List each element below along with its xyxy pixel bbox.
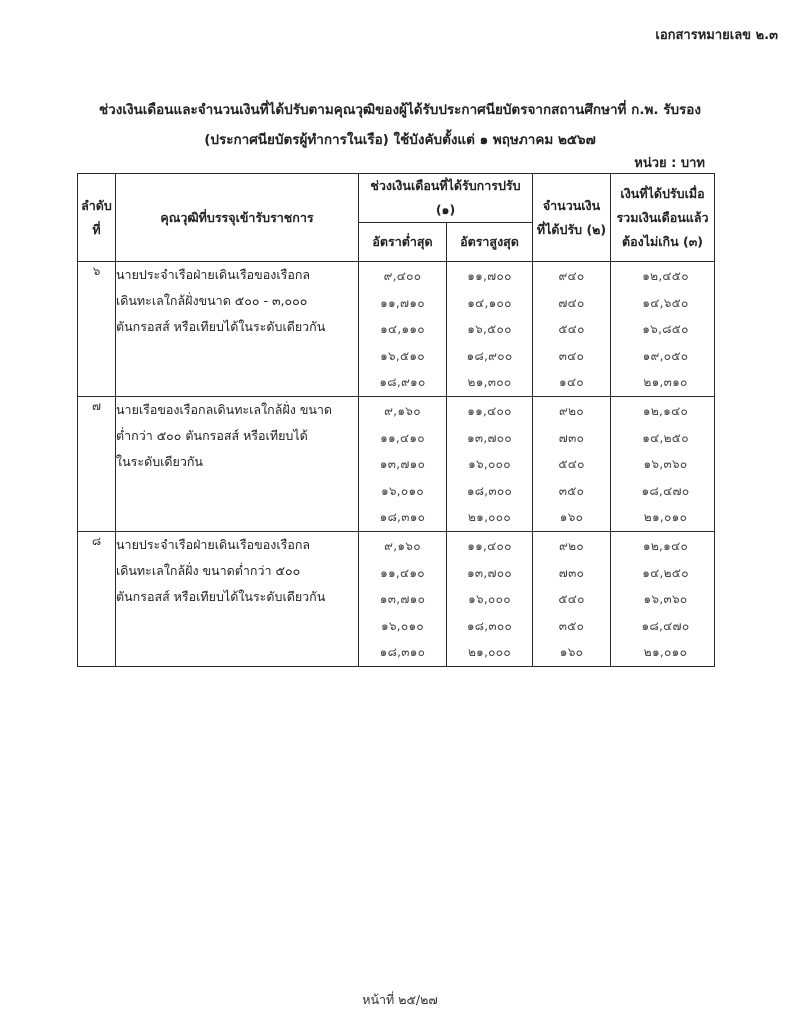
- table-row-group-8: [78, 532, 715, 667]
- max-rate-cell: [447, 532, 533, 667]
- adjust-amount-value: ๑๖๐: [559, 510, 584, 525]
- min-rate-value: ๑๘,๓๑๐: [379, 645, 426, 660]
- total-cap-value: ๑๘,๔๗๐: [641, 483, 690, 498]
- header-total-cap: [611, 174, 715, 262]
- header-adjust-amount: [533, 174, 611, 262]
- max-rate-value: ๑๓,๗๐๐: [466, 565, 513, 580]
- min-rate-cell: [359, 532, 447, 667]
- max-rate-value: ๑๔,๑๐๐: [467, 295, 512, 310]
- min-rate-value: ๑๘,๙๑๐: [379, 375, 426, 390]
- row-number: ๗: [78, 397, 116, 532]
- total-cap-value: ๑๙,๐๕๐: [642, 348, 689, 363]
- total-cap-value: ๑๒,๑๔๐: [642, 404, 689, 418]
- total-cap-value: ๒๑,๐๑๐: [643, 645, 688, 660]
- total-cap-value: ๑๖,๓๖๐: [643, 592, 688, 607]
- adjust-amount-value: ๓๕๐: [558, 483, 585, 498]
- qualification-cell: [116, 532, 359, 667]
- adjust-amount-value: ๓๕๐: [558, 618, 585, 633]
- qualification-line: ตันกรอสส์ หรือเทียบได้ในระดับเดียวกัน: [116, 589, 326, 604]
- adjust-amount-cell: [533, 397, 611, 532]
- min-rate-value: ๑๑,๔๑๐: [380, 565, 425, 580]
- total-cap-value: ๑๔,๖๕๐: [642, 295, 689, 310]
- adjust-amount-value: ๓๔๐: [558, 348, 585, 363]
- header-no-line1: ลำดับ: [81, 197, 112, 213]
- adjust-amount-value: ๑๖๐: [559, 645, 584, 660]
- adjust-amount-value: ๗๓๐: [558, 565, 585, 580]
- max-rate-value: ๒๑,๓๐๐: [467, 375, 512, 390]
- max-rate-value: ๑๖,๕๐๐: [467, 322, 512, 337]
- min-rate-value: ๙,๑๖๐: [384, 404, 421, 418]
- max-rate-value: ๑๑,๗๐๐: [467, 269, 512, 283]
- table-row-group-6: [78, 262, 715, 397]
- adjust-amount-cell: [533, 262, 611, 397]
- adjust-amount-value: ๕๔๐: [558, 457, 585, 472]
- max-rate-value: ๑๑,๔๐๐: [467, 539, 512, 553]
- document-title: ช่วงเงินเดือนและจำนวนเงินที่ได้ปรับตามคุณวุฒิของผู้ได้รับประกาศนียบัตรจากสถานศึกษาที่ ก.พ. รับรอง: [99, 102, 701, 118]
- header-max-rate: อัตราสูงสุด: [447, 223, 533, 262]
- max-rate-value: ๑๖,๐๐๐: [468, 457, 511, 472]
- max-rate-value: ๑๑,๔๐๐: [467, 404, 512, 418]
- min-rate-value: ๙,๔๐๐: [383, 269, 422, 283]
- document-reference: เอกสารหมายเลข ๒.๓: [655, 28, 778, 43]
- max-rate-value: ๑๖,๐๐๐: [468, 592, 511, 607]
- row-number: ๘: [78, 532, 116, 667]
- total-cap-value: ๑๘,๔๗๐: [641, 618, 690, 633]
- total-cap-value: ๑๖,๘๕๐: [642, 322, 689, 337]
- min-rate-value: ๙,๑๖๐: [384, 539, 421, 553]
- adjust-amount-value: ๕๔๐: [558, 322, 585, 337]
- adjust-amount-value: ๗๓๐: [558, 430, 585, 445]
- total-cap-cell: [611, 262, 715, 397]
- total-cap-value: ๒๑,๐๑๐: [643, 510, 688, 525]
- max-rate-value: ๒๑,๐๐๐: [467, 645, 512, 660]
- min-rate-value: ๑๖,๐๑๐: [380, 483, 425, 498]
- header-salary-range: ช่วงเงินเดือนที่ได้รับการปรับ (๑): [359, 174, 533, 223]
- adjust-amount-cell: [533, 532, 611, 667]
- qualification-line: นายเรือของเรือกลเดินทะเลใกล้ฝั่ง ขนาด: [116, 402, 333, 417]
- total-cap-value: ๑๖,๓๖๐: [643, 457, 688, 472]
- adjust-amount-value: ๗๔๐: [558, 295, 585, 310]
- total-cap-cell: [611, 532, 715, 667]
- min-rate-value: ๑๖,๐๑๐: [380, 618, 425, 633]
- qualification-line: เดินทะเลใกล้ฝั่งขนาด ๕๐๐ - ๓,๐๐๐: [116, 293, 308, 308]
- adjust-amount-value: ๙๒๐: [559, 404, 584, 418]
- header-no-line2: ที่: [92, 221, 101, 237]
- qualification-line: ตันกรอสส์ หรือเทียบได้ในระดับเดียวกัน: [116, 319, 326, 334]
- salary-table: [77, 173, 715, 667]
- max-rate-value: ๒๑,๐๐๐: [467, 510, 512, 525]
- header-adjust-line2: ที่ได้ปรับ (๒): [536, 221, 607, 237]
- header-cap-line2: รวมเงินเดือนแล้ว: [616, 209, 709, 225]
- min-rate-value: ๑๘,๓๑๐: [379, 510, 426, 525]
- qualification-line: ในระดับเดียวกัน: [116, 454, 203, 469]
- adjust-amount-value: ๑๔๐: [559, 375, 584, 390]
- unit-label: หน่วย : บาท: [634, 156, 705, 171]
- qualification-line: เดินทะเลใกล้ฝั่ง ขนาดต่ำกว่า ๕๐๐: [116, 563, 301, 578]
- row-number: ๖: [78, 262, 116, 397]
- min-rate-value: ๑๖,๕๑๐: [380, 348, 425, 363]
- header-cap-line1: เงินที่ได้ปรับเมื่อ: [620, 185, 705, 201]
- max-rate-value: ๑๘,๙๐๐: [466, 348, 513, 363]
- adjust-amount-value: ๕๔๐: [558, 592, 585, 607]
- total-cap-value: ๑๔,๒๕๐: [642, 430, 689, 445]
- qualification-line: นายประจำเรือฝ่ายเดินเรือของเรือกล: [116, 267, 311, 282]
- header-no: [78, 174, 116, 262]
- min-rate-cell: [359, 397, 447, 532]
- adjust-amount-value: ๙๒๐: [559, 539, 584, 553]
- min-rate-value: ๑๓,๗๑๐: [379, 457, 426, 472]
- total-cap-value: ๒๑,๓๑๐: [643, 375, 688, 390]
- adjust-amount-value: ๙๔๐: [558, 269, 585, 283]
- header-adjust-line1: จำนวนเงิน: [542, 197, 601, 213]
- min-rate-value: ๑๔,๑๑๐: [380, 322, 425, 337]
- header-min-rate: อัตราต่ำสุด: [359, 223, 447, 262]
- header-qualification: คุณวุฒิที่บรรจุเข้ารับราชการ: [116, 174, 359, 262]
- qualification-line: นายประจำเรือฝ่ายเดินเรือของเรือกล: [116, 537, 311, 552]
- max-rate-value: ๑๓,๗๐๐: [466, 430, 513, 445]
- qualification-cell: [116, 397, 359, 532]
- header-cap-line3: ต้องไม่เกิน (๓): [622, 233, 703, 249]
- min-rate-cell: [359, 262, 447, 397]
- total-cap-value: ๑๒,๔๕๐: [642, 269, 689, 283]
- table-row-group-7: [78, 397, 715, 532]
- max-rate-cell: [447, 262, 533, 397]
- qualification-cell: [116, 262, 359, 397]
- max-rate-value: ๑๘,๓๐๐: [466, 483, 513, 498]
- min-rate-value: ๑๓,๗๑๐: [379, 592, 426, 607]
- document-subtitle: (ประกาศนียบัตรผู้ทำการในเรือ) ใช้บังคับตั้งแต่ ๑ พฤษภาคม ๒๕๖๗: [204, 132, 596, 148]
- max-rate-cell: [447, 397, 533, 532]
- min-rate-value: ๑๑,๗๑๐: [380, 295, 425, 310]
- total-cap-cell: [611, 397, 715, 532]
- page-number: หน้าที่ ๒๕/๒๗: [362, 992, 438, 1007]
- max-rate-value: ๑๘,๓๐๐: [466, 618, 513, 633]
- min-rate-value: ๑๑,๔๑๐: [380, 430, 425, 445]
- total-cap-value: ๑๒,๑๔๐: [642, 539, 689, 553]
- total-cap-value: ๑๔,๒๕๐: [642, 565, 689, 580]
- qualification-line: ต่ำกว่า ๕๐๐ ตันกรอสส์ หรือเทียบได้: [116, 428, 308, 443]
